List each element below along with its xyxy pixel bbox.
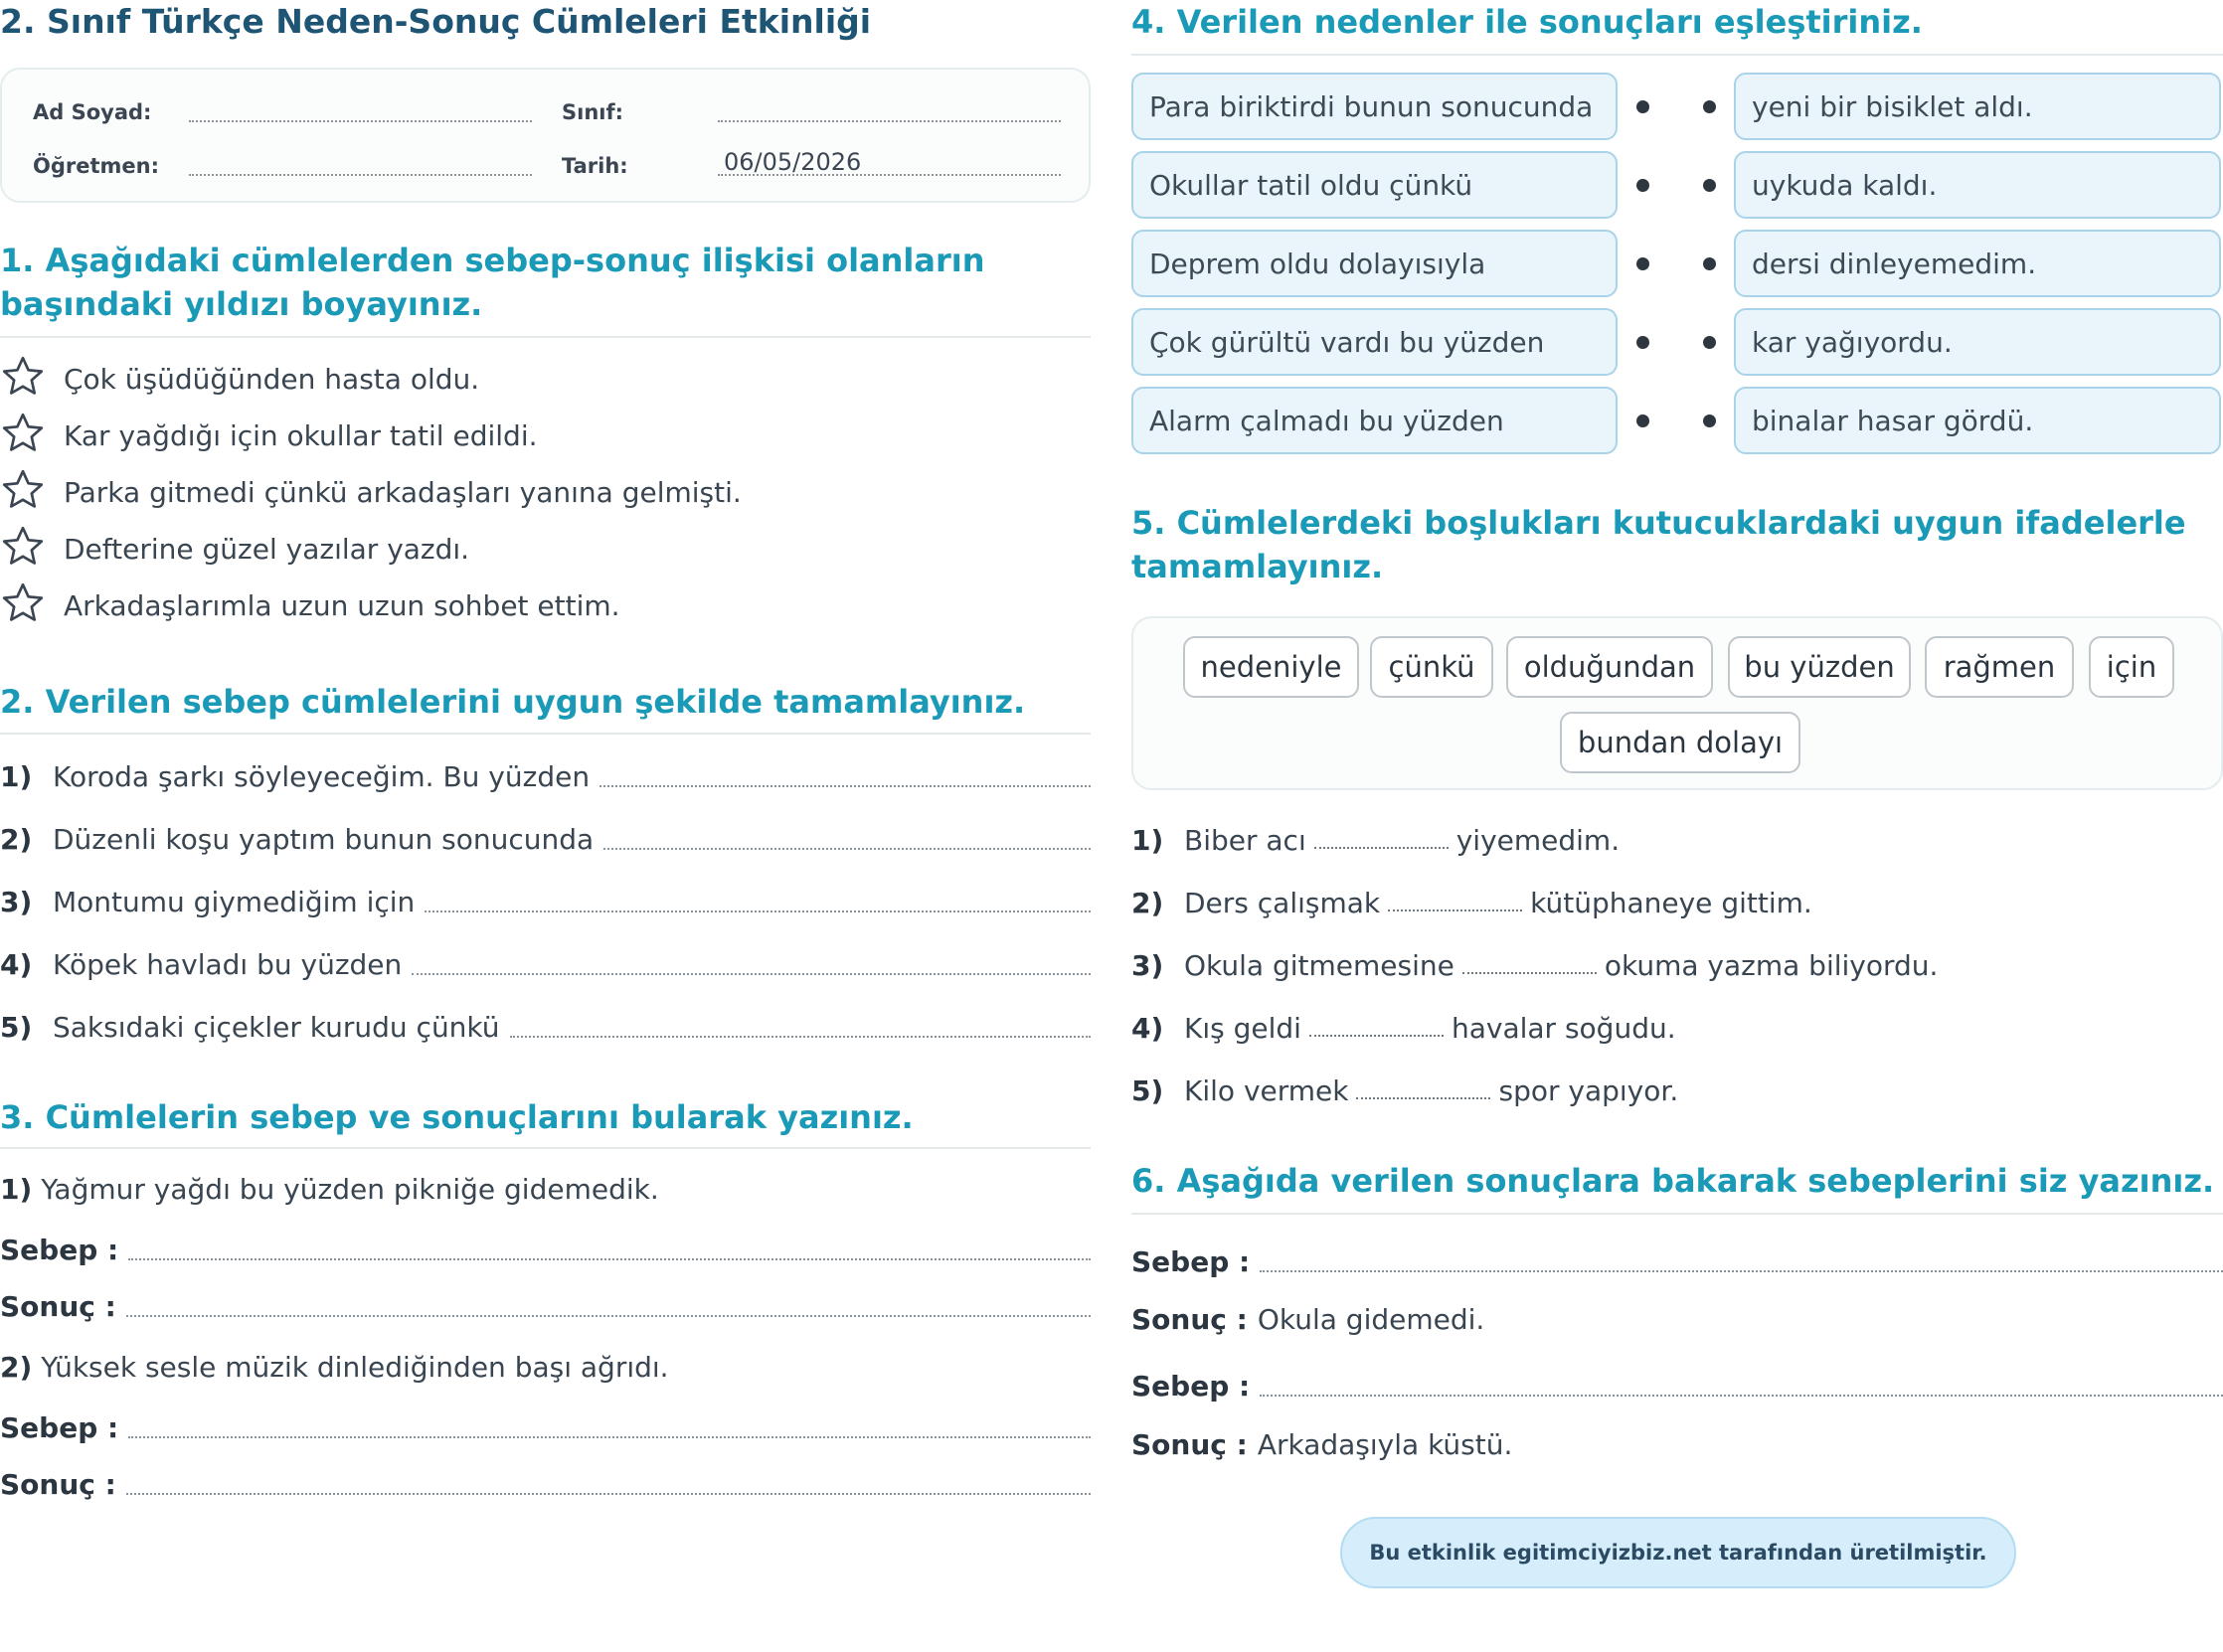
word-chip[interactable]: için <box>2089 636 2174 698</box>
effect-box[interactable]: yeni bir bisiklet aldı. <box>1734 73 2221 140</box>
question-text: Yağmur yağdı bu yüzden pikniğe gidemedik. <box>41 1173 659 1206</box>
class-field[interactable] <box>718 120 1061 122</box>
section4-title: 4. Verilen nedenler ile sonuçları eşleştiriniz. <box>1131 3 1923 41</box>
star-list-item <box>0 413 538 458</box>
answer-line[interactable] <box>510 1036 1091 1038</box>
answer-line[interactable] <box>425 910 1091 912</box>
section6-cause-row-2 <box>1131 1363 2223 1403</box>
effect-answer-line[interactable] <box>126 1315 1091 1317</box>
star-list-item <box>0 356 479 402</box>
cause-answer-line[interactable] <box>128 1258 1091 1260</box>
item-number: 2) <box>1131 887 1164 919</box>
effect-row-1 <box>0 1283 1091 1323</box>
sentence-text: Kar yağdığı için okullar tatil edildi. <box>64 418 538 452</box>
date-label: Tarih: <box>562 154 628 178</box>
section6-effect-row-1 <box>1131 1296 2223 1336</box>
cause-label: Sebep : <box>0 1234 119 1266</box>
effect-label: Sonuç : <box>1131 1303 1248 1336</box>
cause-box[interactable]: Okullar tatil oldu çünkü <box>1131 151 1618 219</box>
question-text: Yüksek sesle müzik dinlediğinden başı ağrıdı. <box>41 1351 669 1384</box>
star-icon[interactable] <box>0 580 46 630</box>
section6-title: 6. Aşağıda verilen sonuçlara bakarak sebeplerini siz yazınız. <box>1131 1162 2215 1200</box>
item-number: 3) <box>0 886 33 918</box>
cause-box[interactable]: Çok gürültü vardı bu yüzden <box>1131 308 1618 376</box>
item-number: 3) <box>1131 949 1164 982</box>
sentence-end: havalar soğudu. <box>1451 1012 1676 1045</box>
cause-label: Sebep : <box>1131 1245 1251 1278</box>
word-bank <box>1131 616 2223 790</box>
fill-blank-row <box>1131 884 1812 919</box>
completion-row <box>0 820 1091 856</box>
cause-label: Sebep : <box>0 1411 119 1444</box>
match-dot-right[interactable] <box>1703 100 1716 113</box>
item-number: 5) <box>0 1011 33 1044</box>
effect-label: Sonuç : <box>0 1468 116 1501</box>
cause-row-1 <box>0 1227 1091 1266</box>
sentence-text: Arkadaşlarımla uzun uzun sohbet ettim. <box>64 588 620 622</box>
cause-label: Sebep : <box>1131 1370 1251 1403</box>
section6-divider <box>1131 1213 2223 1215</box>
page-title: 2. Sınıf Türkçe Neden-Sonuç Cümleleri Etkinliği <box>0 2 872 41</box>
star-icon[interactable] <box>0 524 46 574</box>
match-dot-left[interactable] <box>1636 100 1649 113</box>
effect-text: Okula gidemedi. <box>1257 1303 1485 1336</box>
match-dot-right[interactable] <box>1703 414 1716 427</box>
match-dot-right[interactable] <box>1703 179 1716 192</box>
star-list-item <box>0 469 742 515</box>
word-chip[interactable]: çünkü <box>1370 636 1493 698</box>
match-dot-right[interactable] <box>1703 336 1716 349</box>
star-icon[interactable] <box>0 354 46 404</box>
match-dot-right[interactable] <box>1703 257 1716 270</box>
sentence-text: Köpek havladı bu yüzden <box>53 948 403 981</box>
item-number: 2) <box>0 823 33 856</box>
section2-divider <box>0 733 1091 735</box>
section2-title: 2. Verilen sebep cümlelerini uygun şekilde tamamlayınız. <box>0 683 1026 721</box>
effect-box[interactable]: kar yağıyordu. <box>1734 308 2221 376</box>
completion-row <box>0 883 1091 918</box>
sentence-text: Koroda şarkı söyleyeceğim. Bu yüzden <box>53 760 591 793</box>
fill-blank-row <box>1131 1072 1678 1107</box>
cause-box[interactable]: Alarm çalmadı bu yüzden <box>1131 387 1618 454</box>
effect-box[interactable]: binalar hasar gördü. <box>1734 387 2221 454</box>
date-value: 06/05/2026 <box>724 148 862 176</box>
question-number: 1) <box>0 1173 33 1206</box>
completion-row <box>0 757 1091 793</box>
star-list-item <box>0 526 469 572</box>
name-label: Ad Soyad: <box>33 100 152 124</box>
blank-line[interactable] <box>1388 909 1522 911</box>
sentence-end: kütüphaneye gittim. <box>1530 887 1812 919</box>
match-dot-left[interactable] <box>1636 257 1649 270</box>
cause-answer-line[interactable] <box>128 1436 1091 1438</box>
section3-title: 3. Cümlelerin sebep ve sonuçlarını bularak yazınız. <box>0 1098 914 1136</box>
student-info-box <box>0 68 1091 203</box>
answer-line[interactable] <box>599 785 1091 787</box>
sentence-text: Montumu giymediğim için <box>53 886 416 918</box>
fill-blank-row <box>1131 1009 1676 1045</box>
section1-divider <box>0 336 1091 338</box>
sentence-start: Kış geldi <box>1184 1012 1301 1045</box>
teacher-label: Öğretmen: <box>33 154 159 178</box>
section3-question-2 <box>0 1351 669 1384</box>
sentence-text: Parka gitmedi çünkü arkadaşları yanına gelmişti. <box>64 475 742 509</box>
effect-text: Arkadaşıyla küstü. <box>1257 1428 1513 1461</box>
star-icon[interactable] <box>0 411 46 460</box>
section1-title: 1. Aşağıdaki cümlelerden sebep-sonuç ilişkisi olanların başındaki yıldızı boyayınız. <box>0 242 985 323</box>
item-number: 5) <box>1131 1074 1164 1107</box>
cause-box[interactable]: Para biriktirdi bunun sonucunda <box>1131 73 1618 140</box>
completion-row <box>0 1008 1091 1044</box>
blank-line[interactable] <box>1462 972 1597 974</box>
match-dot-left[interactable] <box>1636 414 1649 427</box>
sentence-start: Biber acı <box>1184 824 1306 857</box>
word-chip[interactable]: bu yüzden <box>1728 636 1911 698</box>
sentence-start: Ders çalışmak <box>1184 887 1381 919</box>
completion-row <box>0 945 1091 981</box>
sentence-end: yiyemedim. <box>1455 824 1621 857</box>
question-number: 2) <box>0 1351 33 1384</box>
fill-blank-row <box>1131 946 1938 982</box>
sentence-text: Çok üşüdüğünden hasta oldu. <box>64 362 480 396</box>
word-chip[interactable]: rağmen <box>1925 636 2074 698</box>
footer-badge: Bu etkinlik egitimciyizbiz.net tarafından üretilmiştir. <box>1340 1517 2016 1588</box>
match-dot-left[interactable] <box>1636 336 1649 349</box>
sentence-end: okuma yazma biliyordu. <box>1604 949 1939 982</box>
match-dot-left[interactable] <box>1636 179 1649 192</box>
effect-box[interactable]: dersi dinleyemedim. <box>1734 230 2221 297</box>
section5-title: 5. Cümlelerdeki boşlukları kutucuklardaki uygun ifadelerle tamamlayınız. <box>1131 504 2186 585</box>
sentence-text: Saksıdaki çiçekler kurudu çünkü <box>53 1011 500 1044</box>
sentence-start: Kilo vermek <box>1184 1074 1349 1107</box>
effect-label: Sonuç : <box>0 1290 116 1323</box>
cause-answer-line[interactable] <box>1260 1395 2223 1397</box>
name-field[interactable] <box>189 120 532 122</box>
effect-answer-line[interactable] <box>126 1493 1091 1495</box>
sentence-text: Düzenli koşu yaptım bunun sonucunda <box>53 823 595 856</box>
word-chip[interactable]: bundan dolayı <box>1560 712 1800 773</box>
section4-divider <box>1131 54 2223 56</box>
fill-blank-row <box>1131 821 1620 857</box>
star-list-item <box>0 582 620 628</box>
answer-line[interactable] <box>412 973 1091 975</box>
sentence-text: Defterine güzel yazılar yazdı. <box>64 532 470 566</box>
star-icon[interactable] <box>0 467 46 517</box>
sentence-end: spor yapıyor. <box>1498 1074 1679 1107</box>
cause-box[interactable]: Deprem oldu dolayısıyla <box>1131 230 1618 297</box>
blank-line[interactable] <box>1309 1035 1444 1037</box>
item-number: 4) <box>0 948 33 981</box>
section3-question-1 <box>0 1173 659 1206</box>
section6-cause-row-1 <box>1131 1239 2223 1278</box>
cause-row-2 <box>0 1404 1091 1444</box>
word-chip[interactable]: olduğundan <box>1506 636 1713 698</box>
word-chip[interactable]: nedeniyle <box>1183 636 1359 698</box>
class-label: Sınıf: <box>562 100 624 124</box>
blank-line[interactable] <box>1356 1097 1490 1099</box>
item-number: 1) <box>1131 824 1164 857</box>
item-number: 1) <box>0 760 33 793</box>
section3-divider <box>0 1147 1091 1149</box>
teacher-field[interactable] <box>189 174 532 176</box>
effect-row-2 <box>0 1461 1091 1501</box>
section6-effect-row-2 <box>1131 1421 2223 1461</box>
effect-label: Sonuç : <box>1131 1428 1248 1461</box>
blank-line[interactable] <box>1314 847 1449 849</box>
sentence-start: Okula gitmemesine <box>1184 949 1454 982</box>
cause-answer-line[interactable] <box>1260 1270 2223 1272</box>
item-number: 4) <box>1131 1012 1164 1045</box>
effect-box[interactable]: uykuda kaldı. <box>1734 151 2221 219</box>
answer-line[interactable] <box>603 848 1091 850</box>
